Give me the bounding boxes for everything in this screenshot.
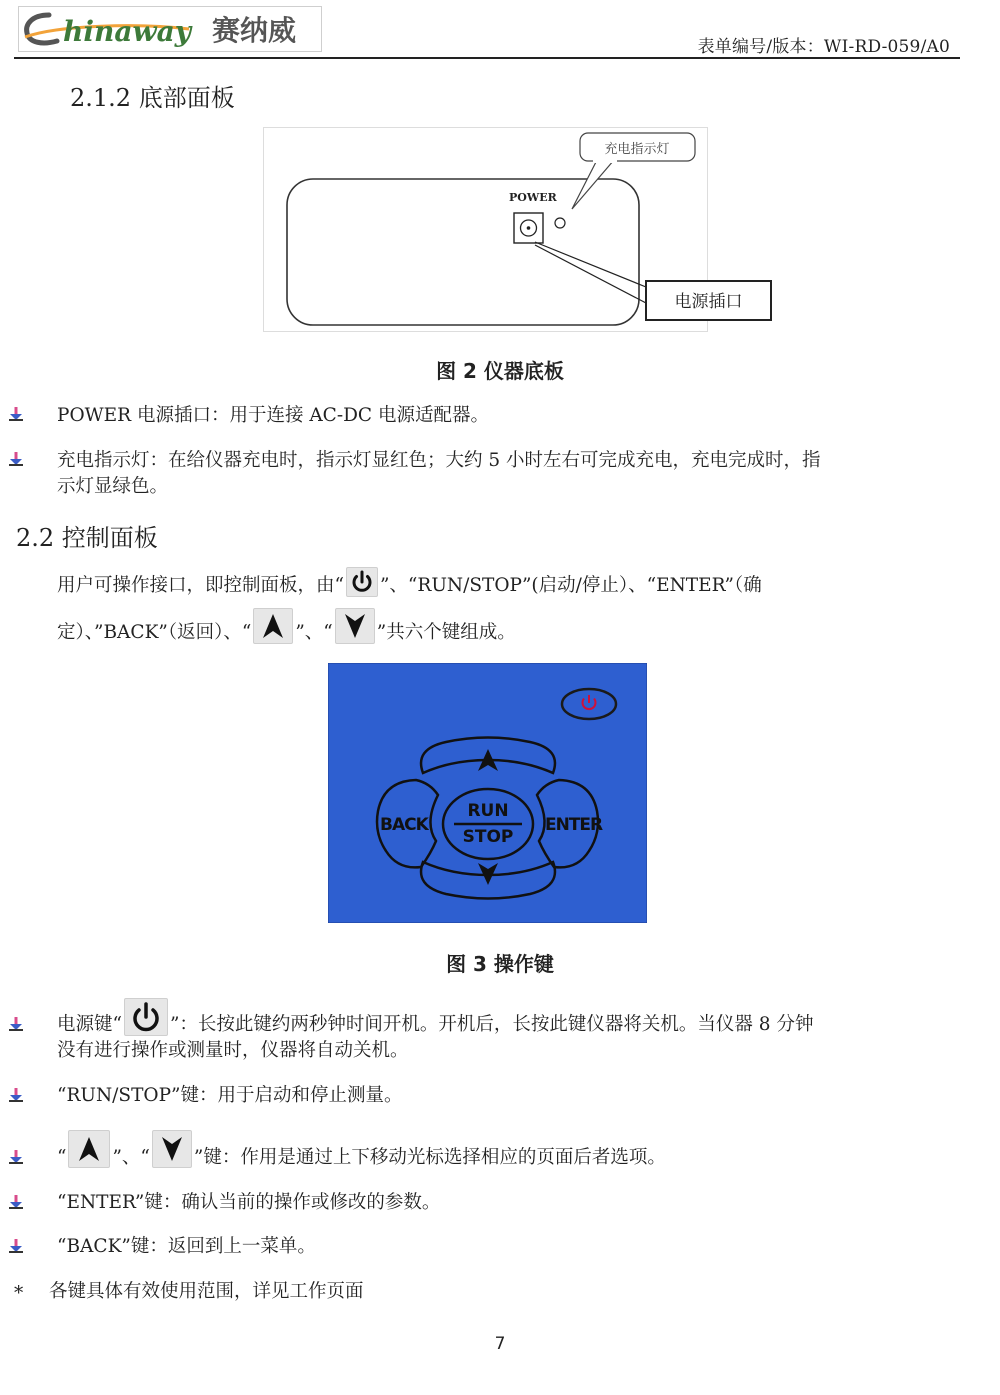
intro-text-1: 用户可操作接口，即控制面板，由“ bbox=[57, 575, 344, 596]
figure-2-caption: 图 2 仪器底板 bbox=[436, 359, 564, 383]
bullet-arrow-icon bbox=[9, 1239, 23, 1253]
item-power-key-line1 bbox=[57, 1012, 813, 1038]
power-label: POWER bbox=[509, 191, 557, 204]
keypad-figure bbox=[328, 663, 647, 923]
callout-charge-text: 充电指示灯 bbox=[604, 142, 670, 157]
bullet-arrow-icon bbox=[9, 1195, 23, 1209]
note-text: 各键具体有效使用范围，详见工作页面 bbox=[49, 1281, 364, 1302]
up-key-icon bbox=[68, 1130, 110, 1168]
page-number: 7 bbox=[494, 1334, 506, 1354]
device-body-outline bbox=[287, 179, 639, 325]
header-divider bbox=[14, 57, 960, 59]
note-asterisk: * bbox=[14, 1283, 24, 1304]
intro-line-1 bbox=[57, 573, 762, 599]
intro-text-5: ”共六个键组成。 bbox=[376, 622, 516, 643]
keypad-run-label: RUN bbox=[467, 801, 509, 821]
item-power-text-a: 电源键“ bbox=[57, 1014, 122, 1035]
callout-power-box bbox=[645, 280, 772, 321]
keypad-enter-label: ENTER bbox=[545, 815, 603, 835]
bullet-arrow-icon bbox=[9, 1088, 23, 1102]
callout-power-text: 电源插口 bbox=[674, 292, 743, 312]
bullet-arrow-icon bbox=[9, 452, 23, 466]
item-arrow-text-c: ”键：作用是通过上下移动光标选择相应的页面后者选项。 bbox=[193, 1147, 666, 1168]
item-arrow-text-b: ”、“ bbox=[112, 1147, 150, 1168]
down-key-icon bbox=[335, 608, 375, 644]
intro-text-2: ”、“RUN/STOP”(启动/停止）、“ENTER”（确 bbox=[379, 575, 762, 596]
company-logo bbox=[18, 6, 322, 52]
bottom-panel-figure bbox=[263, 127, 709, 333]
logo-latin-text: hinaway bbox=[63, 15, 192, 48]
keypad-stop-label: STOP bbox=[462, 827, 514, 847]
bullet-arrow-icon bbox=[9, 1150, 23, 1164]
up-key-icon bbox=[253, 608, 293, 644]
bullet-charge-indicator-line1: 充电指示灯：在给仪器充电时，指示灯显红色；大约 5 小时左右可完成充电，充电完成时，指 bbox=[57, 450, 821, 471]
heading-2-2: 2.2 控制面板 bbox=[16, 524, 158, 552]
power-key-icon bbox=[124, 998, 168, 1036]
intro-text-4: ”、“ bbox=[295, 622, 333, 643]
item-arrow-text-a: “ bbox=[57, 1147, 67, 1168]
intro-text-3: 定）、”BACK”（返回）、“ bbox=[57, 622, 252, 643]
keypad-back-label: BACK bbox=[380, 815, 428, 835]
item-back: “BACK”键：返回到上一菜单。 bbox=[57, 1236, 316, 1257]
bullet-arrow-icon bbox=[9, 1017, 23, 1031]
item-arrow-keys bbox=[57, 1145, 666, 1171]
intro-line-2 bbox=[57, 620, 516, 646]
item-runstop: “RUN/STOP”键：用于启动和停止测量。 bbox=[57, 1085, 403, 1106]
down-key-icon bbox=[152, 1130, 192, 1168]
form-number: 表单编号/版本：WI-RD-059/A0 bbox=[697, 37, 950, 57]
item-power-key-line2: 没有进行操作或测量时，仪器将自动关机。 bbox=[57, 1040, 409, 1061]
bullet-power-socket: POWER 电源插口：用于连接 AC-DC 电源适配器。 bbox=[57, 405, 489, 426]
bullet-charge-indicator-line2: 示灯显绿色。 bbox=[57, 476, 169, 497]
keypad-panel bbox=[328, 663, 647, 923]
bullet-arrow-icon bbox=[9, 407, 23, 421]
heading-2-1-2: 2.1.2 底部面板 bbox=[70, 84, 235, 112]
power-key-icon bbox=[346, 567, 378, 597]
item-enter: “ENTER”键：确认当前的操作或修改的参数。 bbox=[57, 1192, 441, 1213]
logo-cn-text: 赛纳威 bbox=[212, 14, 297, 47]
item-power-text-b: ”：长按此键约两秒钟时间开机。开机后，长按此键仪器将关机。当仪器 8 分钟 bbox=[169, 1014, 814, 1035]
figure-3-caption: 图 3 操作键 bbox=[446, 952, 554, 976]
